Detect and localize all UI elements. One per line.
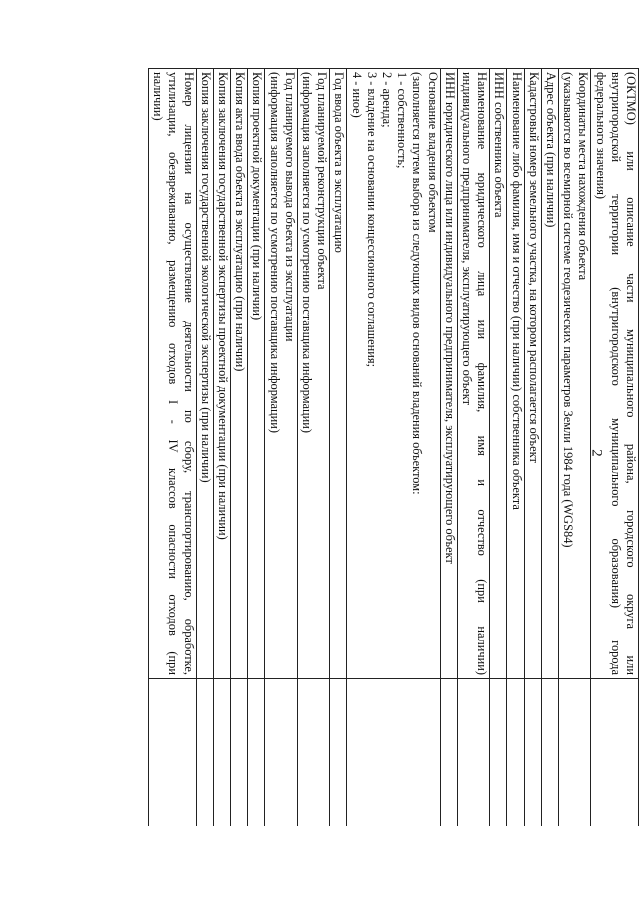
- form-row: [524, 69, 541, 827]
- field-label-line: Основание владения объектом: [425, 72, 440, 233]
- field-label-line: 4 - иное): [349, 72, 364, 118]
- field-label-line: 3 - владение на основании концессионного соглашения;: [364, 72, 379, 368]
- form-row: [457, 69, 489, 827]
- field-label-line: наличии): [151, 72, 166, 121]
- field-label-line: (заполняется путем выбора из следующих видов оснований владения объектом:: [410, 72, 425, 495]
- field-value[interactable]: [196, 679, 213, 827]
- page-number: 2: [588, 449, 605, 457]
- field-label: [265, 69, 297, 679]
- field-value[interactable]: [330, 679, 347, 827]
- field-value[interactable]: [230, 679, 247, 827]
- field-label: [558, 69, 590, 679]
- field-value[interactable]: [440, 679, 457, 827]
- field-label: [297, 69, 329, 679]
- field-value[interactable]: [213, 679, 230, 827]
- form-row: [541, 69, 558, 827]
- field-label-line: Координаты места нахождения объекта: [576, 72, 591, 281]
- field-value[interactable]: [558, 679, 590, 827]
- field-label: [440, 69, 457, 679]
- field-value[interactable]: [148, 679, 196, 827]
- field-label: [524, 69, 541, 679]
- field-label-line: Адрес объекта (при наличии): [543, 72, 558, 228]
- field-label: [248, 69, 265, 679]
- field-label-line: внутригородской территории (внутригородского муниципального образования) города: [608, 72, 623, 675]
- field-value[interactable]: [524, 679, 541, 827]
- field-label-line: индивидуального предпринимателя, эксплуатирующего объект: [459, 72, 474, 406]
- field-value[interactable]: [541, 679, 558, 827]
- form-row: [490, 69, 507, 827]
- field-label-line: ИНН собственника объекта: [492, 72, 507, 218]
- form-row: [440, 69, 457, 827]
- field-label-line: федерального значения): [593, 72, 608, 200]
- field-label: [591, 69, 639, 679]
- field-label-line: (указываются во всемирной системе геодезических параметров Земли 1984 года (WGS84): [561, 72, 576, 548]
- form-row: [213, 69, 230, 827]
- field-value[interactable]: [297, 679, 329, 827]
- field-label-line: (ОКТМО) или описание части муниципального района, городского округа или: [624, 72, 638, 675]
- field-label-line: Копия заключения государственной экспертизы проектной документации (при наличии): [215, 72, 230, 540]
- field-value[interactable]: [507, 679, 524, 827]
- field-value[interactable]: [457, 679, 489, 827]
- field-value[interactable]: [490, 679, 507, 827]
- form-body: [148, 69, 638, 827]
- field-label-line: 1 - собственность;: [395, 72, 410, 169]
- field-label-line: (информация заполняется по усмотрению поставщика информации): [267, 72, 282, 433]
- form-row: [265, 69, 297, 827]
- field-value[interactable]: [248, 679, 265, 827]
- form-row: [248, 69, 265, 827]
- field-label-line: Кадастровый номер земельного участка, на котором располагается объект: [526, 72, 541, 463]
- form-row: [330, 69, 347, 827]
- field-label: [230, 69, 247, 679]
- field-label-line: Наименование либо фамилия, имя и отчество (при наличии) собственника объекта: [509, 72, 524, 510]
- field-label: [490, 69, 507, 679]
- field-label-line: (информация заполняется по усмотрению поставщика информации): [299, 72, 314, 433]
- form-row: [347, 69, 440, 827]
- form-row: [230, 69, 247, 827]
- field-label-line: Номер лицензии на осуществление деятельности по сбору, транспортированию, обработке,: [181, 72, 196, 675]
- field-label: [196, 69, 213, 679]
- field-label-line: Копия акта ввода объекта в эксплуатацию (при наличии): [233, 72, 248, 372]
- field-label-line: Год планируемой реконструкции объекта: [315, 72, 330, 290]
- field-label-line: Год планируемого вывода объекта из эксплуатации: [282, 72, 297, 342]
- field-value[interactable]: [347, 679, 440, 827]
- rotated-form: [67, 68, 639, 826]
- form-row: [507, 69, 524, 827]
- field-label: [457, 69, 489, 679]
- form-row: [558, 69, 590, 827]
- field-label: [148, 69, 196, 679]
- field-label: [213, 69, 230, 679]
- field-label-line: 2 - аренда;: [379, 72, 394, 128]
- field-value[interactable]: [265, 679, 297, 827]
- field-label: [330, 69, 347, 679]
- field-label: [347, 69, 440, 679]
- field-label-line: утилизации, обезвреживанию, размещению отходов I - IV классов опасности отходов (при: [166, 72, 181, 675]
- form-row: [148, 69, 196, 827]
- field-label-line: Наименование юридического лица или фамилия, имя и отчество (при наличии): [475, 72, 490, 675]
- form-row: [196, 69, 213, 827]
- field-label-line: ИНН юридического лица или индивидуального предпринимателя, эксплуатирующего объект: [442, 72, 457, 564]
- field-label-line: Копия проектной документации (при наличии): [250, 72, 265, 321]
- field-label-line: Год ввода объекта в эксплуатацию: [332, 72, 347, 253]
- field-label-line: Копия заключения государственной экологической экспертизы (при наличии): [198, 72, 213, 483]
- form-landscape: [67, 68, 639, 826]
- form-row: [591, 69, 639, 827]
- form-table: [148, 68, 639, 826]
- field-label: [541, 69, 558, 679]
- form-row: [297, 69, 329, 827]
- field-value[interactable]: [591, 679, 639, 827]
- field-label: [507, 69, 524, 679]
